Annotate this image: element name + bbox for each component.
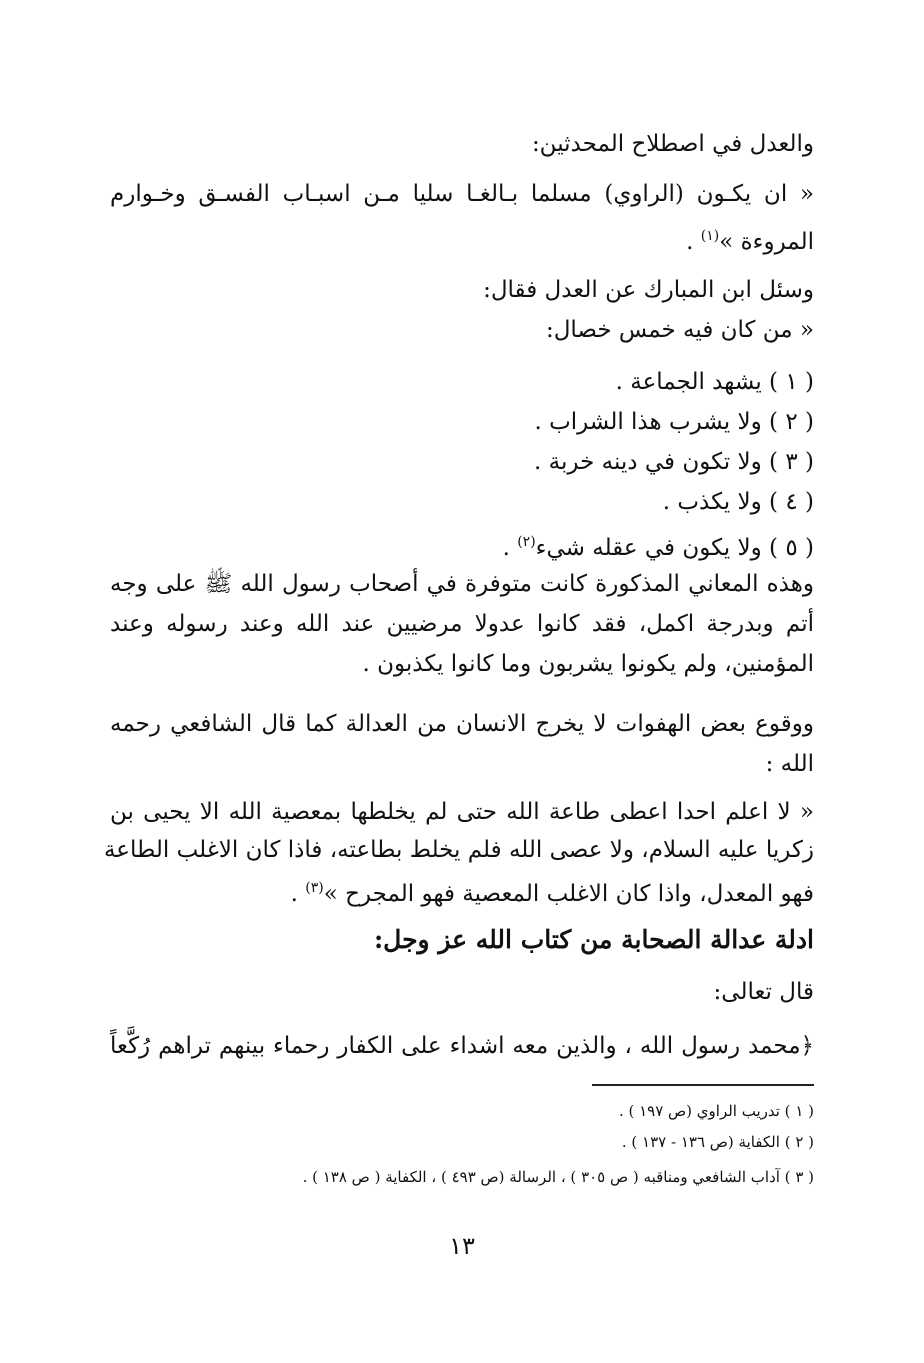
definition-intro: والعدل في اصطلاح المحدثين:: [531, 131, 814, 157]
verse-intro: قال تعالى:: [713, 979, 814, 1005]
definition-line-1: « ان يكـون (الراوي) مسلما بـالغـا سليا مـن اسبـاب الفسـق وخـوارم: [110, 181, 814, 207]
list-item-5: ( ٥ ) ولا يكون في عقله شيء$^{(٢)}$ .: [502, 534, 814, 561]
paragraph-1-line-1: وهذه المعاني المذكورة كانت متوفرة في أصحاب رسول الله ﷺ على وجه: [110, 571, 814, 597]
footnote-3: ( ٣ ) آداب الشافعي ومناقبه ( ص ٣٠٥ ) ، الرسالة (ص ٤٩٣ ) ، الكفاية ( ص ١٣٨ ) .: [302, 1168, 814, 1186]
paragraph-1-line-3: المؤمنين، ولم يكونوا يشربون وما كانوا يكذبون .: [362, 651, 814, 677]
footnote-ref-1: (١): [700, 228, 720, 244]
footnote-separator: [592, 1084, 814, 1086]
footnote-1: ( ١ ) تدريب الراوي (ص ١٩٧ ) .: [618, 1102, 814, 1120]
list-item-2: ( ٢ ) ولا يشرب هذا الشراب .: [534, 409, 814, 435]
quote-open: « من كان فيه خمس خصال:: [545, 317, 814, 343]
paragraph-3-line-3: فهو المعدل، واذا كان الاغلب المعصية فهو المجرح »$^{(٣)}$ .: [290, 880, 814, 907]
list-item-3: ( ٣ ) ولا تكون في دينه خربة .: [534, 449, 814, 475]
paragraph-3-line-1: « لا اعلم احدا اعطى طاعة الله حتى لم يخلطها بمعصية الله الا يحيى بن: [110, 799, 814, 825]
quran-verse: ﴿محمد رسول الله ، والذين معه اشداء على الكفار رحماء بينهم تراهم رُكَّعاً: [110, 1033, 814, 1059]
page-number: ١٣: [449, 1232, 475, 1260]
list-item-1: ( ١ ) يشهد الجماعة .: [615, 369, 814, 395]
paragraph-1-line-2: أتم وبدرجة اكمل، فقد كانوا عدولا مرضيين عند الله وعند رسوله وعند: [110, 611, 814, 637]
question-intro: وسئل ابن المبارك عن العدل فقال:: [483, 277, 814, 303]
paragraph-3-line-2: زكريا عليه السلام، ولا عصى الله فلم يخلط بطاعته، فاذا كان الاغلب الطاعة: [103, 837, 814, 863]
footnote-2: ( ٢ ) الكفاية (ص ١٣٦ - ١٣٧ ) .: [621, 1133, 814, 1151]
list-item-4: ( ٤ ) ولا يكذب .: [662, 489, 814, 515]
definition-line-2: المروءة »$^{(١)}$ .: [686, 228, 814, 255]
footnote-ref-3: (٣): [305, 880, 324, 896]
footnote-ref-2: (٢): [517, 534, 536, 550]
paragraph-2-line-1: ووقوع بعض الهفوات لا يخرج الانسان من العدالة كما قال الشافعي رحمه: [110, 711, 814, 737]
paragraph-2-line-2: الله :: [765, 751, 814, 777]
section-heading: ادلة عدالة الصحابة من كتاب الله عز وجل:: [373, 925, 814, 954]
